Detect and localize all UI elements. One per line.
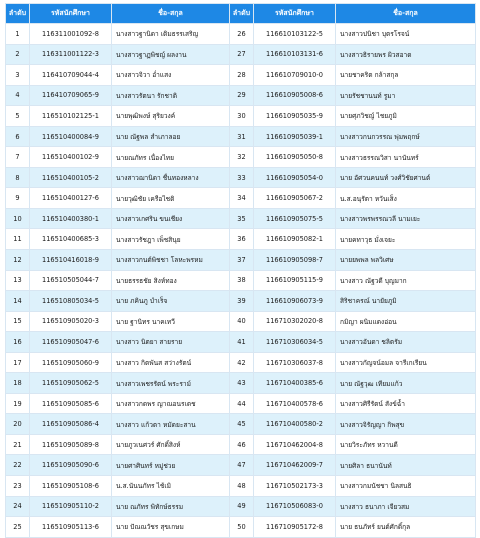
cell-student-id: 116510905113-6 [30, 517, 112, 538]
table-row [6, 85, 476, 106]
cell-no: 5 [6, 106, 30, 127]
cell-name: นางสาวกนกวรรณ พุ่มพฤกษ์ [336, 126, 476, 147]
cell-student-id: 116510416018-9 [30, 250, 112, 271]
table-row [6, 167, 476, 188]
cell-name: นางสาวจิรัญญา กิพสุข [336, 414, 476, 435]
cell-student-id: 116610103131-6 [254, 44, 336, 65]
cell-student-id: 116710306034-5 [254, 332, 336, 353]
cell-student-id: 116410709044-4 [30, 65, 112, 86]
cell-student-id: 116510905047-6 [30, 332, 112, 353]
cell-student-id: 116510805034-5 [30, 291, 112, 312]
cell-student-id: 116510905108-6 [30, 476, 112, 497]
cell-name: นางสาวรัชฎา เพ็ชสินุย [112, 229, 230, 250]
cell-student-id: 116710400578-6 [254, 393, 336, 414]
cell-no: 26 [230, 24, 254, 45]
table-row [6, 65, 476, 86]
header-no-right: ลำดับ [230, 4, 254, 24]
cell-name: นายยพพล พลวิเศษ [336, 250, 476, 271]
table-row [6, 496, 476, 517]
cell-no: 7 [6, 147, 30, 168]
table-row [6, 188, 476, 209]
cell-student-id: 116510102125-1 [30, 106, 112, 127]
cell-no: 39 [230, 291, 254, 312]
cell-no: 40 [230, 311, 254, 332]
cell-no: 32 [230, 147, 254, 168]
cell-no: 31 [230, 126, 254, 147]
cell-student-id: 116510905020-3 [30, 311, 112, 332]
cell-name: นายณภัทร เนื่องไทย [112, 147, 230, 168]
cell-name: น.ส.นันนภัทร ไช้เมิ [112, 476, 230, 497]
table-body [6, 24, 476, 538]
cell-no: 48 [230, 476, 254, 497]
cell-student-id: 116510400102-9 [30, 147, 112, 168]
cell-no: 6 [6, 126, 30, 147]
cell-no: 42 [230, 352, 254, 373]
cell-student-id: 116510905060-9 [30, 352, 112, 373]
cell-student-id: 116510905086-4 [30, 414, 112, 435]
cell-name: นางสาวธรรณวิสา นานันทร์ [336, 147, 476, 168]
cell-no: 37 [230, 250, 254, 271]
cell-student-id: 116510905062-5 [30, 373, 112, 394]
cell-name: นางสาวกัญจน์อมล จารีเกเรียน [336, 352, 476, 373]
student-table [5, 3, 476, 538]
cell-name: นายพุฒิพงษ์ สุริยวงค์ [112, 106, 230, 127]
cell-no: 41 [230, 332, 254, 353]
cell-name: นาย ณัฐวุฒ เทียมแก้ว [336, 373, 476, 394]
cell-student-id: 116510905085-6 [30, 393, 112, 414]
cell-name: นางสาว ธนาภา เจียวสม [336, 496, 476, 517]
header-student-id-left: รหัสนักศึกษา [30, 4, 112, 24]
cell-name: นายภูวเนศวร์ ศักดิ์สิงห์ [112, 434, 230, 455]
header-student-id-right: รหัสนักศึกษา [254, 4, 336, 24]
cell-no: 33 [230, 167, 254, 188]
cell-student-id: 116710502173-3 [254, 476, 336, 497]
cell-name: นางสาว ณัฐวดี บุญมาก [336, 270, 476, 291]
table-row [6, 414, 476, 435]
cell-no: 22 [6, 455, 30, 476]
cell-student-id: 116610905098-7 [254, 250, 336, 271]
cell-student-id: 116510400084-9 [30, 126, 112, 147]
cell-name: นายคทาวุธ มั่งเจยะ [336, 229, 476, 250]
cell-student-id: 116610905115-9 [254, 270, 336, 291]
cell-student-id: 116610905054-0 [254, 167, 336, 188]
cell-student-id: 116510905089-8 [30, 434, 112, 455]
cell-student-id: 116710506083-0 [254, 496, 336, 517]
table-row [6, 106, 476, 127]
table-row [6, 332, 476, 353]
cell-name: นางสาวกมนัชชา นิลสนธิ [336, 476, 476, 497]
cell-name: นายศาศินทร์ หมู่ช่วย [112, 455, 230, 476]
table-header-row [6, 4, 476, 24]
cell-name: นาย อัศวนคนนท์ วงศ์วิชัยศานต์ [336, 167, 476, 188]
cell-student-id: 116610905035-9 [254, 106, 336, 127]
cell-no: 4 [6, 85, 30, 106]
cell-no: 28 [230, 65, 254, 86]
cell-no: 17 [6, 352, 30, 373]
cell-no: 23 [6, 476, 30, 497]
table-row [6, 352, 476, 373]
cell-name: นางสาวกดพร ญาณอนรเดช [112, 393, 230, 414]
cell-student-id: 116510505044-7 [30, 270, 112, 291]
cell-student-id: 116610905008-6 [254, 85, 336, 106]
cell-no: 45 [230, 414, 254, 435]
cell-name: นางสาวเกศริน ขนเชียง [112, 208, 230, 229]
cell-name: นาย ภคินภู บำเร็จ [112, 291, 230, 312]
cell-student-id: 116410709065-9 [30, 85, 112, 106]
cell-student-id: 116610103122-5 [254, 24, 336, 45]
cell-no: 19 [6, 393, 30, 414]
cell-name: นาย ณภัทร พิทักษ์ธรรม [112, 496, 230, 517]
table-row [6, 250, 476, 271]
cell-name: นางสาวฐานิดา เติมธรรเสริญ [112, 24, 230, 45]
cell-name: นางสาวจิวา อ่ำแสง [112, 65, 230, 86]
cell-no: 34 [230, 188, 254, 209]
cell-name: นายวุฒิชัย เครือไชติ [112, 188, 230, 209]
table-row [6, 311, 476, 332]
table-row [6, 455, 476, 476]
cell-name: นางสาวกนต์พิชชา โลหะพรหม [112, 250, 230, 271]
cell-no: 21 [6, 434, 30, 455]
cell-name: นายศิลา ธนานันท์ [336, 455, 476, 476]
cell-no: 18 [6, 373, 30, 394]
cell-no: 44 [230, 393, 254, 414]
cell-no: 3 [6, 65, 30, 86]
table-row [6, 229, 476, 250]
cell-no: 29 [230, 85, 254, 106]
cell-name: น.ส.อนุรัตา หวันเส็ง [336, 188, 476, 209]
cell-no: 12 [6, 250, 30, 271]
cell-student-id: 116510400685-3 [30, 229, 112, 250]
cell-no: 13 [6, 270, 30, 291]
cell-no: 15 [6, 311, 30, 332]
cell-no: 2 [6, 44, 30, 65]
cell-name: นายวิระภัทร หวานดี [336, 434, 476, 455]
cell-name: นางสาวฐาฏพิชญ์ ผลงาน [112, 44, 230, 65]
cell-no: 36 [230, 229, 254, 250]
table-row [6, 476, 476, 497]
cell-no: 25 [6, 517, 30, 538]
cell-no: 1 [6, 24, 30, 45]
table-row [6, 393, 476, 414]
cell-name: นางสาวธิรายพร ผิวสอาด [336, 44, 476, 65]
cell-student-id: 116610905082-1 [254, 229, 336, 250]
cell-student-id: 116710302020-8 [254, 311, 336, 332]
cell-name: นางสาวเพชรรัตน์ พระราม์ [112, 373, 230, 394]
cell-name: นายรัชชานนท์ รูมา [336, 85, 476, 106]
cell-student-id: 116610905050-8 [254, 147, 336, 168]
cell-no: 43 [230, 373, 254, 394]
cell-student-id: 116710400385-6 [254, 373, 336, 394]
cell-name: นางสาวรัตนา รักชาติ [112, 85, 230, 106]
table-row [6, 270, 476, 291]
cell-no: 49 [230, 496, 254, 517]
cell-name: นาย ธนภัทร์ ยนต์ศักดิ์กุล [336, 517, 476, 538]
cell-name: นายชาคริต กล้าสกุล [336, 65, 476, 86]
cell-name: กมิญา ผนิมแดงอ่อน [336, 311, 476, 332]
cell-student-id: 116710400580-2 [254, 414, 336, 435]
cell-student-id: 116510905090-6 [30, 455, 112, 476]
cell-no: 9 [6, 188, 30, 209]
cell-student-id: 116710462004-8 [254, 434, 336, 455]
cell-name: สิริชาครณ์ นายัยภูมิ [336, 291, 476, 312]
cell-student-id: 116510400380-1 [30, 208, 112, 229]
cell-no: 46 [230, 434, 254, 455]
cell-student-id: 116311001092-8 [30, 24, 112, 45]
cell-student-id: 116311001122-3 [30, 44, 112, 65]
cell-no: 10 [6, 208, 30, 229]
cell-student-id: 116710905172-8 [254, 517, 336, 538]
table-row [6, 517, 476, 538]
cell-no: 11 [6, 229, 30, 250]
table-row [6, 434, 476, 455]
cell-student-id: 116710306037-8 [254, 352, 336, 373]
table-row [6, 126, 476, 147]
cell-name: นายธรรธชัย สิงห์ทอง [112, 270, 230, 291]
cell-student-id: 116610709010-0 [254, 65, 336, 86]
table-row [6, 291, 476, 312]
cell-no: 50 [230, 517, 254, 538]
table-row [6, 373, 476, 394]
cell-name: นางสาวอันดา ชลิตรัม [336, 332, 476, 353]
cell-no: 27 [230, 44, 254, 65]
cell-name: นาย ณัฐพล สำเภาลอย [112, 126, 230, 147]
cell-student-id: 116610905067-2 [254, 188, 336, 209]
cell-no: 24 [6, 496, 30, 517]
cell-name: นางสาวศิรีรัตน์ สังข์ฉ้ำ [336, 393, 476, 414]
cell-student-id: 116510905110-2 [30, 496, 112, 517]
cell-name: นางสาวปนิชา บุตรโรจน์ [336, 24, 476, 45]
cell-no: 30 [230, 106, 254, 127]
table-row [6, 24, 476, 45]
cell-no: 35 [230, 208, 254, 229]
cell-name: นางสาว นิตยา สายราย [112, 332, 230, 353]
cell-no: 14 [6, 291, 30, 312]
cell-student-id: 116610906073-9 [254, 291, 336, 312]
table-row [6, 208, 476, 229]
cell-student-id: 116610905075-5 [254, 208, 336, 229]
cell-name: นางสาวฌานิดา ชื่นทองหลาง [112, 167, 230, 188]
cell-name: นางสาวพรพรรณวลี นามเยะ [336, 208, 476, 229]
cell-student-id: 116610905039-1 [254, 126, 336, 147]
cell-student-id: 116710462009-7 [254, 455, 336, 476]
header-name-right: ชื่อ-สกุล [336, 4, 476, 24]
cell-student-id: 116510400127-6 [30, 188, 112, 209]
cell-name: นางสาว แก้วตา หมัดยะสาน [112, 414, 230, 435]
header-name-left: ชื่อ-สกุล [112, 4, 230, 24]
cell-name: นาย ปัณณวัชร สุขเกษม [112, 517, 230, 538]
cell-name: นางสาว กิตพันส สว่างรัตน์ [112, 352, 230, 373]
table-row [6, 147, 476, 168]
cell-name: นาย ฐานิทร นาคเทวี [112, 311, 230, 332]
cell-no: 38 [230, 270, 254, 291]
cell-no: 8 [6, 167, 30, 188]
cell-student-id: 116510400105-2 [30, 167, 112, 188]
student-list [5, 3, 475, 538]
cell-no: 16 [6, 332, 30, 353]
cell-no: 20 [6, 414, 30, 435]
cell-no: 47 [230, 455, 254, 476]
table-row [6, 44, 476, 65]
cell-name: นายศุภวิชญ์ ไชยภูมิ [336, 106, 476, 127]
header-no-left: ลำดับ [6, 4, 30, 24]
